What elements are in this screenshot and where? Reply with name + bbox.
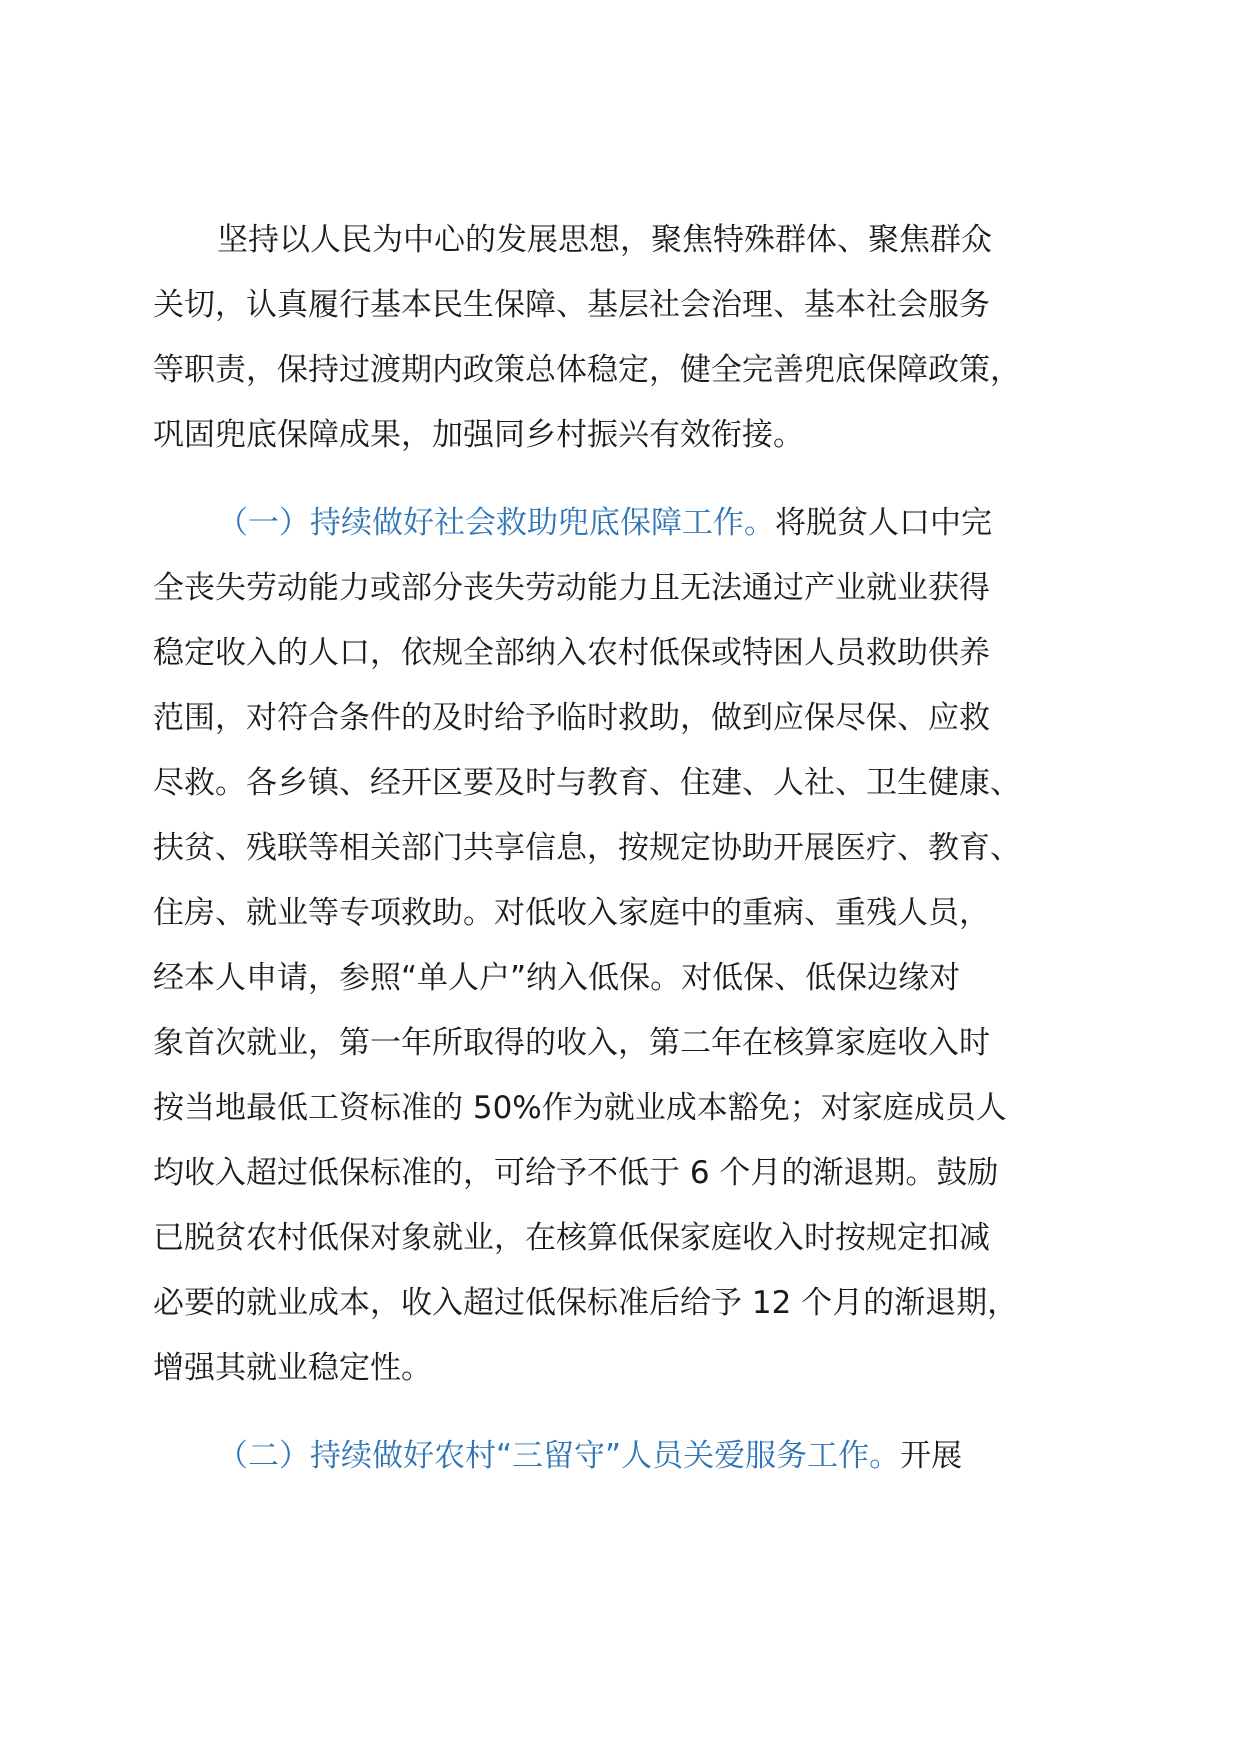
paragraph-line: 范围，对符合条件的及时给予临时救助，做到应保尽保、应救 xyxy=(153,700,990,736)
section-1-first-line-text: 将脱贫人口中完 xyxy=(775,505,992,541)
paragraph-line: 象首次就业，第一年所取得的收入，第二年在核算家庭收入时 xyxy=(153,1025,990,1061)
paragraph-line: 稳定收入的人口，依规全部纳入农村低保或特困人员救助供养 xyxy=(153,635,990,671)
paragraph-line: 增强其就业稳定性。 xyxy=(153,1350,432,1386)
paragraph-line: 住房、就业等专项救助。对低收入家庭中的重病、重残人员， xyxy=(153,895,990,931)
paragraph-line: 扶贫、残联等相关部门共享信息，按规定协助开展医疗、教育、 xyxy=(153,830,1021,866)
paragraph-line: 尽救。各乡镇、经开区要及时与教育、住建、人社、卫生健康、 xyxy=(153,765,1021,801)
paragraph-line: 坚持以人民为中心的发展思想，聚焦特殊群体、聚焦群众 xyxy=(217,222,992,258)
section-2-heading: （二）持续做好农村“三留守”人员关爱服务工作。 xyxy=(217,1438,901,1474)
paragraph-line: 关切，认真履行基本民生保障、基层社会治理、基本社会服务 xyxy=(153,287,990,323)
paragraph-intro xyxy=(153,208,1088,468)
paragraph-line: 已脱贫农村低保对象就业，在核算低保家庭收入时按规定扣减 xyxy=(153,1220,990,1256)
paragraph-line: 按当地最低工资标准的 50%作为就业成本豁免；对家庭成员人 xyxy=(153,1090,1007,1126)
paragraph-section-2 xyxy=(153,1424,1088,1489)
paragraph-line: 等职责，保持过渡期内政策总体稳定，健全完善兜底保障政策， xyxy=(153,352,1021,388)
section-1-first-line xyxy=(153,491,1088,556)
paragraph-section-1 xyxy=(153,491,1088,1401)
paragraph-spacer xyxy=(153,1401,1088,1424)
section-2-first-line-text: 开展 xyxy=(900,1438,963,1474)
paragraph-line: 巩固兜底保障成果，加强同乡村振兴有效衔接。 xyxy=(153,417,804,453)
paragraph-line: 均收入超过低保标准的，可给予不低于 6 个月的渐退期。鼓励 xyxy=(153,1155,999,1191)
paragraph-line: 全丧失劳动能力或部分丧失劳动能力且无法通过产业就业获得 xyxy=(153,570,990,606)
paragraph-line: 必要的就业成本，收入超过低保标准后给予 12 个月的渐退期， xyxy=(153,1285,1019,1321)
document-body xyxy=(153,208,1088,1489)
section-2-first-line xyxy=(153,1424,1088,1489)
section-1-heading: （一）持续做好社会救助兜底保障工作。 xyxy=(217,505,775,541)
paragraph-line: 经本人申请，参照“单人户”纳入低保。对低保、低保边缘对 xyxy=(153,960,961,996)
paragraph-spacer xyxy=(153,468,1088,491)
